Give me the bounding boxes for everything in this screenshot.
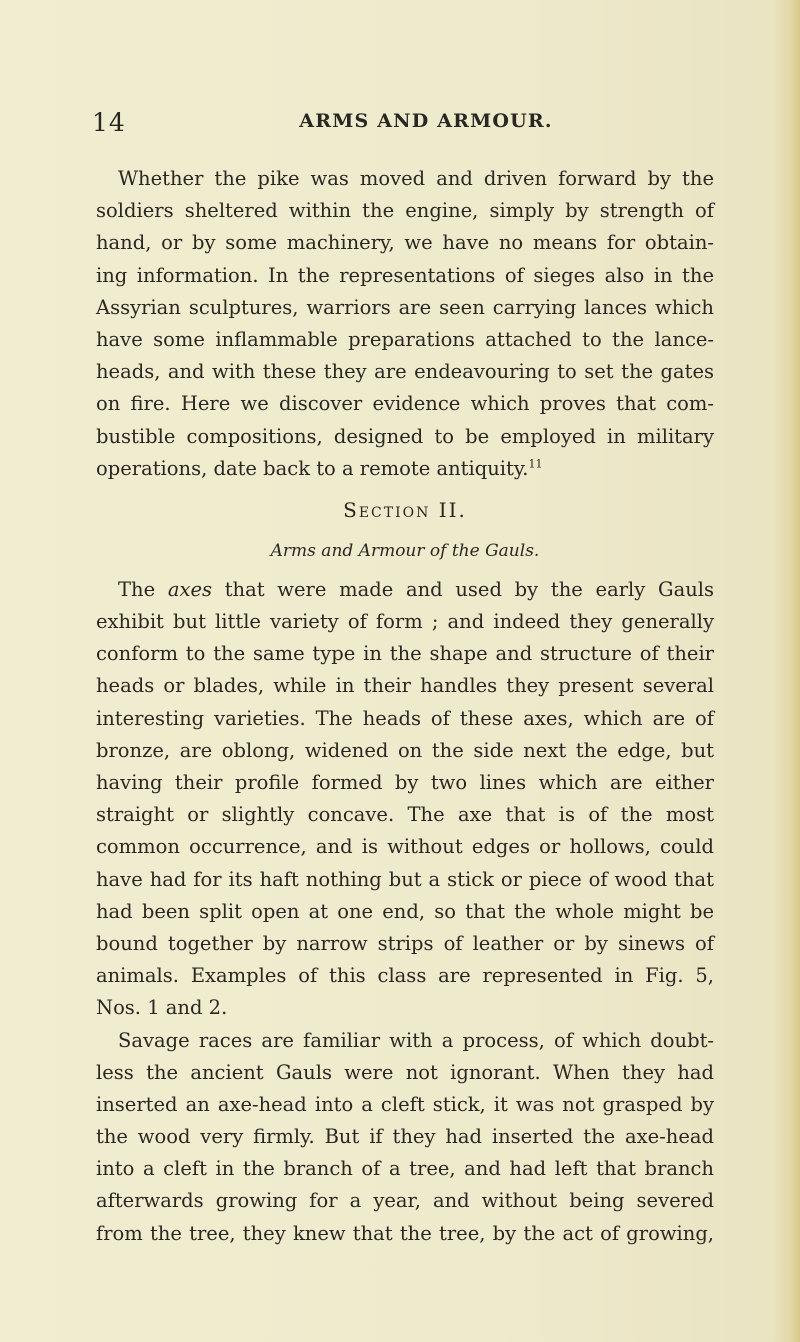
text-line: bustible compositions, designed to be employed in military [96,424,714,448]
text-line: bronze, are oblong, widened on the side next the edge, but [96,738,714,762]
paragraph-1 [96,163,714,485]
text-line: had been split open at one end, so that the whole might be [96,899,714,923]
text-line: less the ancient Gauls were not ignorant. When they had [96,1060,714,1084]
text-line: interesting varieties. The heads of these axes, which are of [96,706,714,730]
text-line: hand, or by some machinery, we have no means for obtain- [96,231,714,255]
page-header [92,108,720,138]
text-line: Assyrian sculptures, warriors are seen carrying lances which [96,295,714,319]
text-fragment: The [118,577,168,601]
emphasis-term: axes [167,577,212,601]
text-line: ing information. In the representations of sieges also in the [96,263,714,287]
text-line: inserted an axe-head into a cleft stick, it was not grasped by [96,1092,714,1116]
text-line: heads or blades, while in their handles they present several [96,674,714,698]
text-line: from the tree, they knew that the tree, by the act of growing, [96,1221,714,1245]
running-head: ARMS AND ARMOUR. [299,110,553,132]
text-line: afterwards growing for a year, and without being severed [96,1189,714,1213]
text-line: Savage races are familiar with a process, of which doubt- [118,1028,714,1052]
text-line: exhibit but little variety of form ; and indeed they generally [96,610,714,634]
paragraph-2 [96,574,714,1025]
text-fragment: that were made and used by the early Gauls [212,577,714,601]
text-line: have had for its haft nothing but a stick or piece of wood that [96,867,714,891]
text-line: straight or slightly concave. The axe that is of the most [96,803,714,827]
body-text [96,163,714,1250]
text-line: Nos. 1 and 2. [96,996,228,1020]
text-line: heads, and with these they are endeavouring to set the gates [96,360,714,384]
text-line: bound together by narrow strips of leather or by sinews of [96,931,714,955]
text-line-first [96,574,714,606]
text-line: common occurrence, and is without edges or hollows, could [96,835,714,859]
text-line-last [96,453,714,485]
section-subtitle: Arms and Armour of the Gauls. [270,540,540,561]
paragraph-3 [96,1025,714,1250]
page-edge-shading [772,0,800,1342]
page-number: 14 [92,108,126,137]
text-line: animals. Examples of this class are represented in Fig. 5, [96,964,714,988]
text-line: Whether the pike was moved and driven forward by the [118,167,714,190]
text-line: the wood very firmly. But if they had inserted the axe-head [96,1125,714,1149]
footnote-reference: 11 [528,457,543,471]
text-line: having their profile formed by two lines which are either [96,771,714,794]
text-line: into a cleft in the branch of a tree, and had left that branch [96,1157,714,1181]
text-line-content: operations, date back to a remote antiquity. [96,456,529,480]
text-line: conform to the same type in the shape and structure of their [96,642,714,666]
text-line: have some inflammable preparations attached to the lance- [96,327,714,351]
section-heading: Section II. [343,497,467,522]
text-line: soldiers sheltered within the engine, simply by strength of [96,199,714,223]
text-line: on fire. Here we discover evidence which proves that com- [96,392,714,416]
